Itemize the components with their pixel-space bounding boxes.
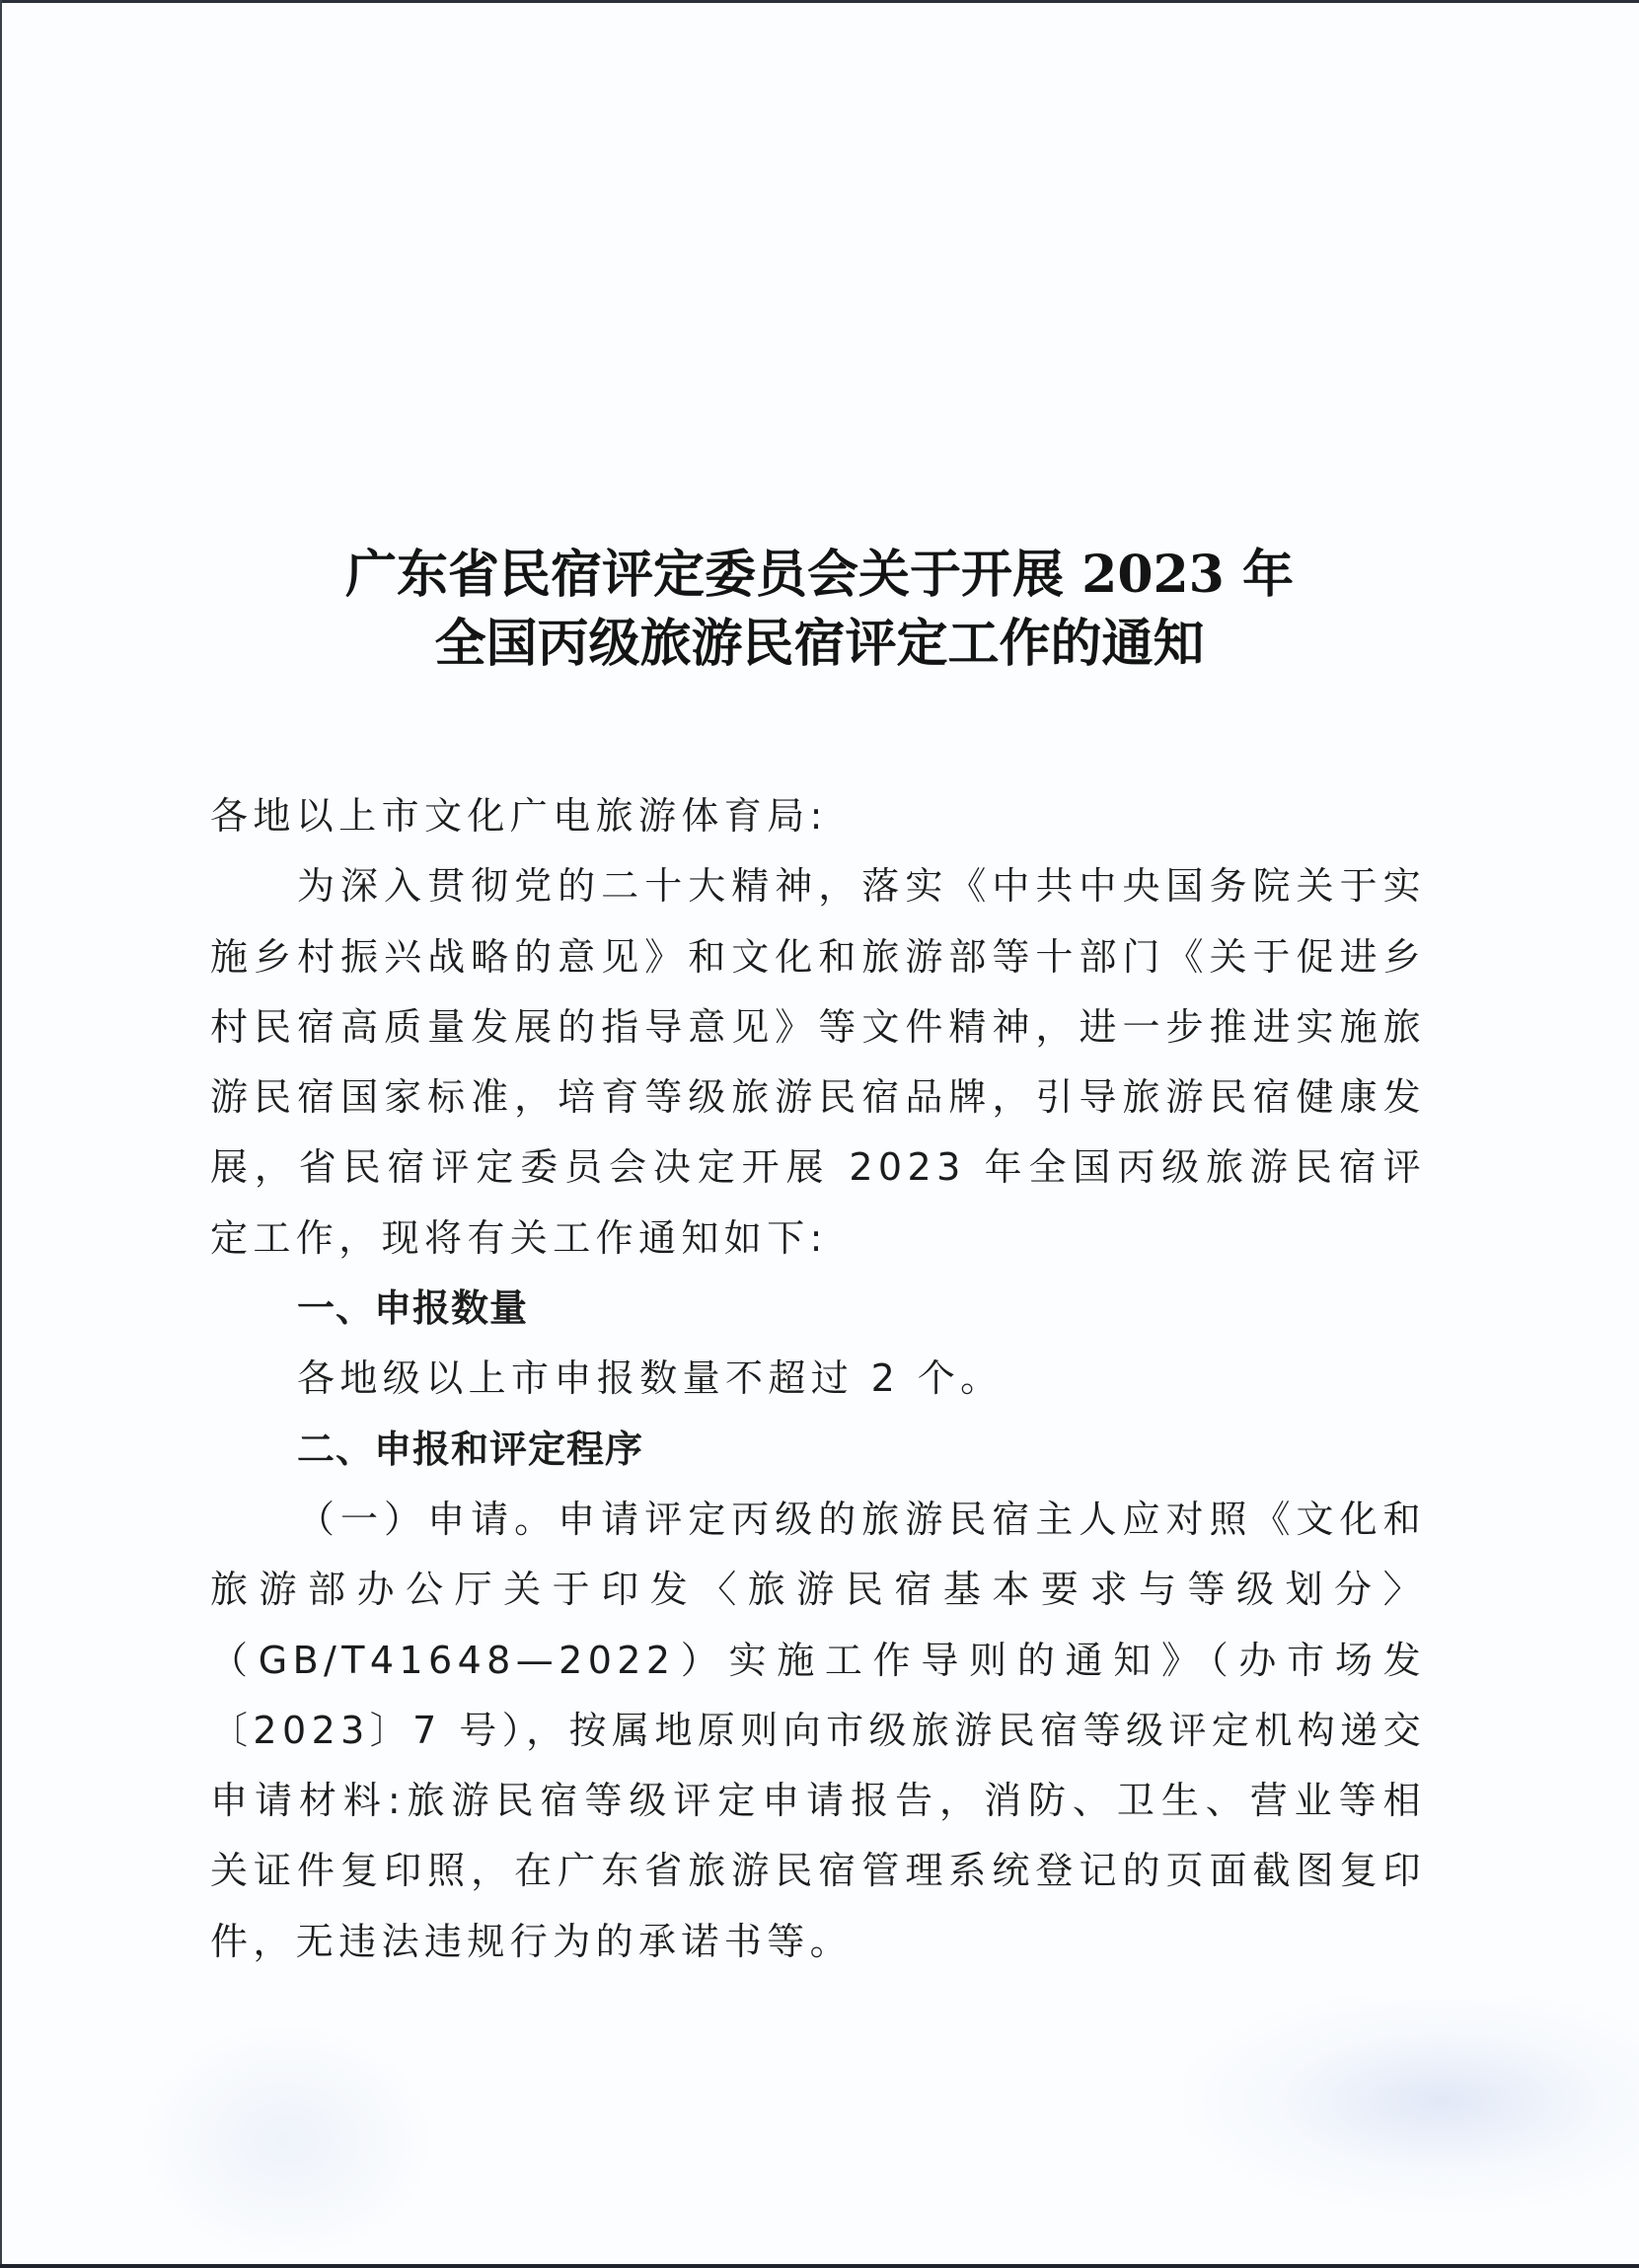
- document-body: [210, 781, 1426, 1977]
- title-line-2: 全国丙级旅游民宿评定工作的通知: [434, 614, 1205, 674]
- section-paragraph: 各地级以上市申报数量不超过 2 个。: [297, 1356, 1004, 1401]
- section-heading-procedure: 二、申报和评定程序: [297, 1427, 644, 1471]
- scan-border-bottom: [0, 2264, 1639, 2268]
- section-heading-quantity: 一、申报数量: [297, 1286, 529, 1331]
- document-title: [0, 541, 1639, 679]
- salutation: 各地以上市文化广电旅游体育局:: [210, 794, 828, 838]
- section-paragraph: （一）申请。申请评定丙级的旅游民宿主人应对照《文化和旅游部办公厅关于印发〈旅游民宿基本要求与等级划分〉（GB/T41648—2022）实施工作导则的通知》（办市场发〔2023〕7 号），按属地原则向市级旅游民宿等级评定机构递交申请材料:旅游民宿等级评定申请报告，消防、卫生、营业等相关证件复印照，在广东省旅游民宿管理系统登记的页面截图复印件，无违法违规行为的承诺书等。: [210, 1497, 1426, 1963]
- title-line-1: 广东省民宿评定委员会关于开展 2023 年: [345, 545, 1294, 605]
- intro-paragraph: 为深入贯彻党的二十大精神，落实《中共中央国务院关于实施乡村振兴战略的意见》和文化和旅游部等十部门《关于促进乡村民宿高质量发展的指导意见》等文件精神，进一步推进实施旅游民宿国家标准，培育等级旅游民宿品牌，引导旅游民宿健康发展，省民宿评定委员会决定开展 2023 年全国丙级旅游民宿评定工作，现将有关工作通知如下:: [210, 864, 1426, 1260]
